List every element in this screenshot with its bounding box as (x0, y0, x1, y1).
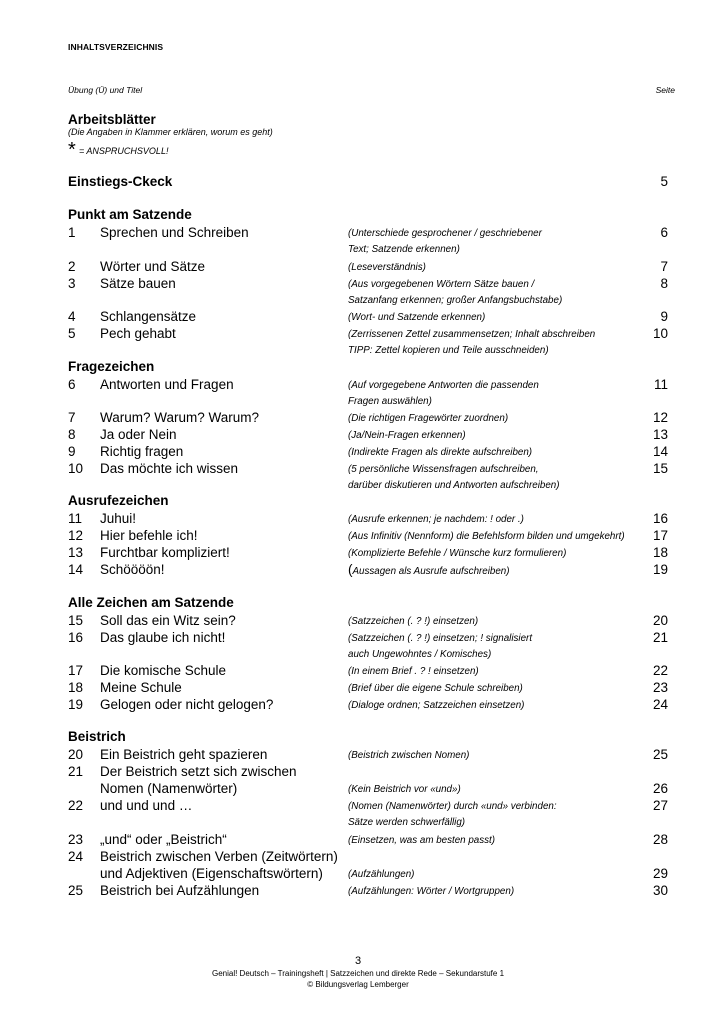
entry-description-text: Aussagen als Ausrufe aufschreiben) (352, 566, 510, 577)
footer-copyright: © Bildungsverlag Lemberger (307, 980, 409, 989)
entry-title: Ja oder Nein (100, 427, 177, 442)
entry-description-paren: ( (348, 562, 353, 577)
entry-page: 20 (652, 613, 668, 628)
entry-description: (Aufzählungen) (348, 869, 415, 880)
entry-title: „und“ oder „Beistrich“ (100, 832, 227, 847)
entry-title: und Adjektiven (Eigenschaftswörtern) (100, 866, 323, 881)
entry-description: (Ja/Nein-Fragen erkennen) (348, 430, 466, 441)
entry-title: Die komische Schule (100, 663, 227, 678)
entry-page: 29 (652, 866, 668, 881)
entry-description: (Komplizierte Befehle / Wünsche kurz formulieren) (348, 548, 567, 559)
star-note: = ANSPRUCHSVOLL! (79, 146, 169, 156)
entry-title: Meine Schule (100, 680, 182, 695)
entry-page: 16 (652, 511, 668, 526)
entry-number: 8 (68, 427, 76, 442)
entry-number: 12 (68, 528, 84, 543)
entry-page: 11 (653, 377, 668, 392)
entry-title: Sprechen und Schreiben (100, 225, 249, 240)
entry-number: 15 (68, 613, 84, 628)
entry-description: (Satzzeichen (. ? !) einsetzen; ! signalisiert (348, 633, 533, 644)
section-title: Punkt am Satzende (68, 207, 192, 222)
intro-note: (Die Angaben in Klammer erklären, worum es geht) (68, 127, 273, 137)
entry-number: 3 (68, 276, 76, 291)
star-marker: * (68, 139, 76, 161)
entry-title: Schlangensätze (100, 309, 197, 324)
entry-description: (Brief über die eigene Schule schreiben) (348, 683, 523, 694)
entry-description: (5 persönliche Wissensfragen aufschreiben, (348, 464, 539, 475)
entry-title: Das glaube ich nicht! (100, 630, 226, 645)
entry-title: Ein Beistrich geht spazieren (100, 747, 268, 762)
entry-description: TIPP: Zettel kopieren und Teile ausschneiden) (348, 345, 549, 356)
entry-number: 18 (68, 680, 84, 695)
entry-page: 18 (652, 545, 668, 560)
entry-description: (Kein Beistrich vor «und») (348, 784, 461, 795)
document-header: INHALTSVERZEICHNIS (68, 42, 164, 52)
footer-publication: Genial! Deutsch – Trainingsheft | Satzzeichen und direkte Rede – Sekundarstufe 1 (211, 969, 505, 978)
section-title: Beistrich (68, 729, 126, 744)
entry-number: 1 (68, 225, 76, 240)
section-title: Alle Zeichen am Satzende (68, 595, 234, 610)
entry-page: 8 (660, 276, 668, 291)
entry-description: (Aufzählungen: Wörter / Wortgruppen) (348, 886, 515, 897)
entry-description: (Aus Infinitiv (Nennform) die Befehlsform bilden und umgekehrt) (348, 531, 625, 542)
entry-title: Das möchte ich wissen (100, 461, 239, 476)
intro-title: Arbeitsblätter (68, 112, 156, 127)
entry-title: Pech gehabt (100, 326, 176, 341)
entry-page: 17 (652, 528, 668, 543)
entry-number: 5 (68, 326, 76, 341)
entry-number: 6 (68, 377, 76, 392)
entry-title: Nomen (Namenwörter) (100, 781, 238, 796)
entry-description: Fragen auswählen) (348, 396, 432, 407)
entry-title: und und und … (100, 798, 193, 813)
column-heading-page: Seite (655, 85, 675, 95)
entry-page: 30 (652, 883, 668, 898)
entry-description: darüber diskutieren und Antworten aufschreiben) (348, 480, 560, 491)
entry-page: 26 (652, 781, 668, 796)
entry-title: Schöööön! (100, 562, 165, 577)
entry-description: (In einem Brief . ? ! einsetzen) (348, 666, 479, 677)
entry-page: 7 (660, 259, 668, 274)
entry-page: 19 (652, 562, 668, 577)
entry-description: (Leseverständnis) (348, 262, 426, 273)
entry-number: 19 (68, 697, 84, 712)
entry-page: 15 (652, 461, 668, 476)
entry-page: 27 (652, 798, 668, 813)
entry-description: Satzanfang erkennen; großer Anfangsbuchstabe) (348, 295, 563, 306)
entry-title: Hier befehle ich! (100, 528, 198, 543)
entry-description: (Die richtigen Fragewörter zuordnen) (348, 413, 509, 424)
entry-page: 28 (652, 832, 668, 847)
einstieg-page: 5 (660, 174, 668, 189)
entry-description: (Aus vorgegebenen Wörtern Sätze bauen / (348, 279, 535, 290)
entry-number: 20 (68, 747, 84, 762)
entry-description: (Einsetzen, was am besten passt) (348, 835, 496, 846)
entry-number: 24 (68, 849, 84, 864)
entry-title: Soll das ein Witz sein? (100, 613, 236, 628)
entry-title: Wörter und Sätze (100, 259, 206, 274)
entry-number: 10 (68, 461, 84, 476)
entry-page: 10 (652, 326, 668, 341)
entry-description: (Auf vorgegebene Antworten die passenden (348, 380, 539, 391)
entry-description: (Nomen (Namenwörter) durch «und» verbinden: (348, 801, 557, 812)
entry-page: 14 (652, 444, 668, 459)
entry-description: (Wort- und Satzende erkennen) (348, 312, 486, 323)
entry-number: 23 (68, 832, 84, 847)
section-title: Fragezeichen (68, 359, 155, 374)
entry-page: 6 (660, 225, 668, 240)
entry-number: 9 (68, 444, 76, 459)
einstieg-title: Einstiegs-Ckeck (68, 174, 173, 189)
entry-page: 12 (652, 410, 668, 425)
entry-number: 13 (68, 545, 84, 560)
entry-title: Beistrich bei Aufzählungen (100, 883, 260, 898)
entry-title: Der Beistrich setzt sich zwischen (100, 764, 297, 779)
section-title: Ausrufezeichen (68, 493, 169, 508)
entry-number: 4 (68, 309, 76, 324)
entry-description: (Beistrich zwischen Nomen) (348, 750, 470, 761)
entry-number: 22 (68, 798, 84, 813)
entry-number: 17 (68, 663, 84, 678)
entry-description: Sätze werden schwerfällig) (348, 817, 466, 828)
entry-page: 22 (652, 663, 668, 678)
entry-number: 11 (68, 511, 83, 526)
entry-title: Beistrich zwischen Verben (Zeitwörtern) (100, 849, 338, 864)
entry-page: 21 (652, 630, 668, 645)
footer-page-number: 3 (354, 955, 362, 967)
entry-description: (Satzzeichen (. ? !) einsetzen) (348, 616, 479, 627)
entry-page: 25 (652, 747, 668, 762)
entry-description: (Zerrissenen Zettel zusammensetzen; Inhalt abschreiben (348, 329, 596, 340)
entry-page: 9 (660, 309, 668, 324)
entry-number: 25 (68, 883, 84, 898)
entry-title: Gelogen oder nicht gelogen? (100, 697, 274, 712)
entry-title: Sätze bauen (100, 276, 176, 291)
entry-description: (Unterschiede gesprochener / geschriebener (348, 228, 542, 239)
entry-description: (Dialoge ordnen; Satzzeichen einsetzen) (348, 700, 525, 711)
entry-title: Richtig fragen (100, 444, 184, 459)
entry-title: Warum? Warum? Warum? (100, 410, 260, 425)
entry-description: Text; Satzende erkennen) (348, 244, 460, 255)
entry-page: 24 (652, 697, 668, 712)
entry-title: Furchtbar kompliziert! (100, 545, 230, 560)
entry-number: 7 (68, 410, 76, 425)
entry-description: auch Ungewohntes / Komisches) (348, 649, 492, 660)
entry-number: 14 (68, 562, 84, 577)
entry-number: 21 (68, 764, 84, 779)
entry-description: (Indirekte Fragen als direkte aufschreiben) (348, 447, 533, 458)
entry-description (348, 562, 510, 577)
entry-description: (Ausrufe erkennen; je nachdem: ! oder .) (348, 514, 524, 525)
entry-page: 13 (652, 427, 668, 442)
entry-page: 23 (652, 680, 668, 695)
column-heading-title: Übung (Ü) und Titel (68, 85, 143, 95)
entry-number: 2 (68, 259, 76, 274)
entry-title: Juhui! (100, 511, 137, 526)
entry-number: 16 (68, 630, 84, 645)
entry-title: Antworten und Fragen (100, 377, 234, 392)
